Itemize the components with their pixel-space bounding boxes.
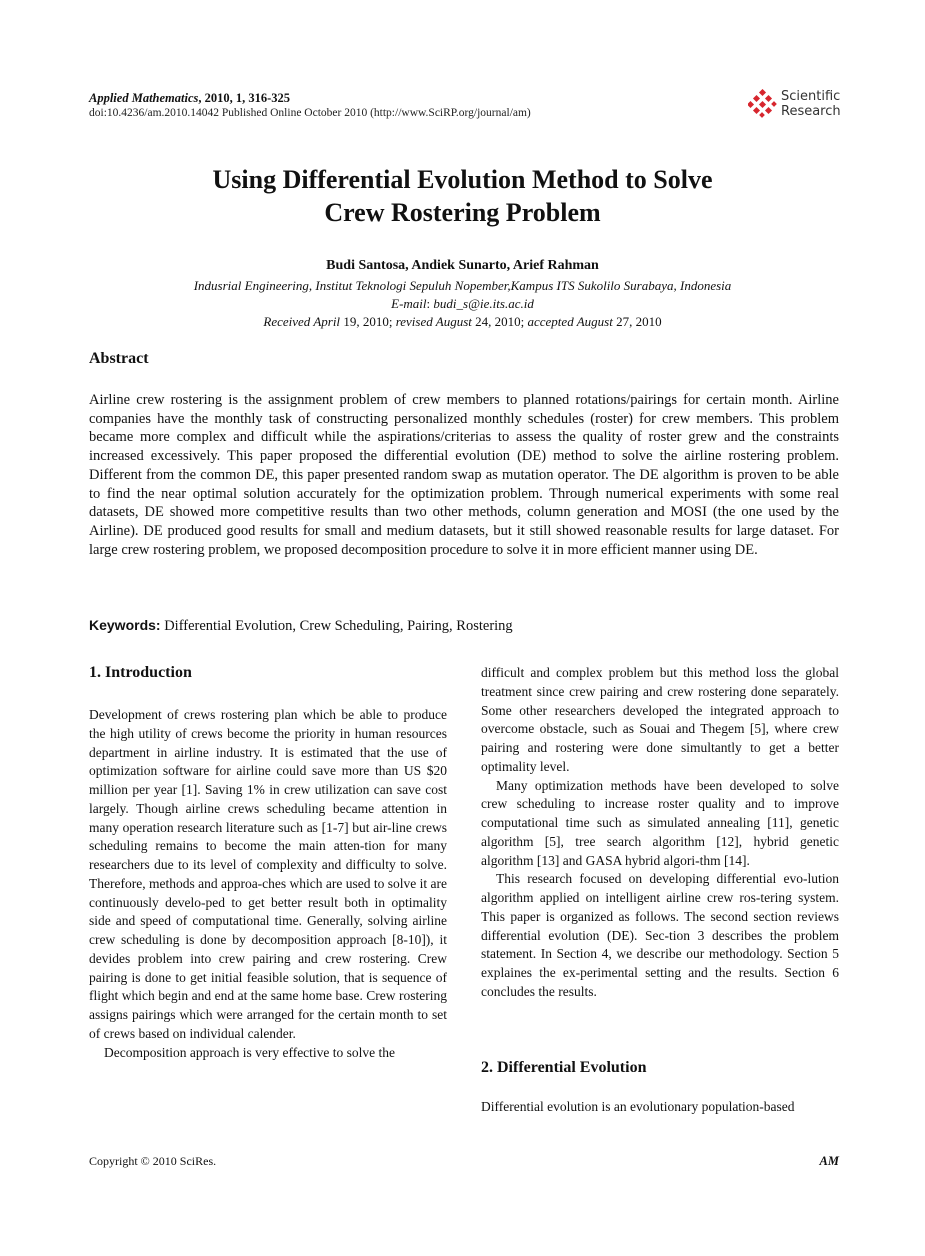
logo-wordmark: [781, 89, 841, 119]
scientific-research-logo: [748, 88, 848, 124]
affiliation: Indusrial Engineering, Institut Teknologi Sepuluh Nopember,Kampus ITS Sukolilo Surabaya, Indonesia: [193, 278, 732, 293]
intro-paragraph-3: Many optimization methods have been developed to solve crew scheduling to increase roster quality and to improve computational time such as simulated annealing [11], genetic algorithm [5], tree search algorithm [12], hybrid genetic algorithm [13] and GASA hybrid algori-thm [14].: [481, 777, 839, 868]
section-2-heading: 2. Differential Evolution: [481, 1059, 647, 1076]
title-line-1: Using Differential Evolution Method to Solve: [212, 165, 713, 194]
keywords: [89, 617, 839, 635]
email-separator: :: [426, 296, 434, 311]
right-column: [481, 664, 839, 1002]
accepted-label: accepted August: [527, 314, 613, 329]
revised-date: 24, 2010;: [471, 314, 528, 329]
received-line: [60, 313, 865, 331]
intro-paragraph-2-start: Decomposition approach is very effective to solve the: [104, 1044, 396, 1060]
section-2-body: Differential evolution is an evolutionary population-based: [481, 1099, 795, 1114]
abstract-heading: Abstract: [89, 350, 149, 367]
keywords-text: Differential Evolution, Crew Scheduling, Pairing, Rostering: [160, 618, 513, 634]
left-column: [89, 706, 447, 1062]
received-date: 19, 2010;: [340, 314, 396, 329]
intro-paragraph-1: Development of crews rostering plan which be able to produce the high utility of crews become the priority in human resources department in airline industry. It is estimated that the use of optimization software for airline could save more than US $20 million per year [1]. Saving 1% in crew utilization can save cost largely. Though airline crews scheduling became attention in many operation research literature such as [1-7] but air-line crews scheduling remains to become the main atten-tion for many researchers due to its level of complexity and difficulty to solve. Therefore, methods and approa-ches which are used to solve it are continuously develo-ped to get better result both in optimality side and speed of computational time. Generally, solving airline crew scheduling is done by decomposition approach [8-10]), it devides problem into crew pairing and crew rostering. Crew pairing is done to get initial feasible solution, that is sequence of flight which begin and end at the same home base. Crew rostering assigns pairings which were arranged for the certain month to set of crews based on individual calender.: [89, 707, 447, 1041]
footer-journal-abbr: AM: [819, 1154, 839, 1168]
affiliation-block: [60, 277, 865, 331]
journal-citation: [89, 91, 290, 106]
received-label: Received April: [263, 314, 341, 329]
intro-paragraph-2-cont: difficult and complex problem but this method loss the global treatment since crew pairing and crew rostering done separately. Some other researchers developed the integrated approach to overcome obstacle, such as Souai and Thegem [5], where crew pairing and rostering were done simultantly to get a better optimality level.: [481, 665, 839, 774]
intro-paragraph-4: This research focused on developing differential evo-lution algorithm applied on intelligent airline crew ros-tering system. This paper is organized as follows. The second section reviews differential evolution (DE). Sec-tion 3 describes the problem statement. In Section 4, we describe our methodology. Section 5 explaines the ex-perimental setting and the results. Section 6 concludes the results.: [481, 871, 839, 999]
email-address[interactable]: budi_s@ie.its.ac.id: [433, 296, 534, 311]
abstract-body: Airline crew rostering is the assignment problem of crew members to planned rotations/pairings for certain month. Airline companies have the monthly task of constructing personalized monthly schedules (roster) for crew members. This problem became more complex and difficult while the aspirations/criterias to assess the quality of roster grew and the constraints increased excessively. This paper proposed the differential evolution (DE) method to solve the airline rostering problem. Different from the common DE, this paper presented random swap as mutation operator. The DE algorithm is proven to be able to find the near optimal solution accurately for the optimization problem. Through numerical experiments with some real datasets, DE showed more competitive results than two other methods, column generation and MOSI (the one used by the Airline). DE produced good results for small and medium datasets, but it still showed reasonable results for large dataset. For large crew rostering problem, we proposed decomposition procedure to solve it in more efficient manner using DE.: [89, 392, 839, 558]
doi-line: doi:10.4236/am.2010.14042 Published Online October 2010 (http://www.SciRP.org/journal/am): [89, 107, 531, 119]
keywords-label: Keywords:: [89, 617, 161, 633]
authors: Budi Santosa, Andiek Sunarto, Arief Rahman: [326, 258, 599, 273]
section-1-heading: 1. Introduction: [89, 664, 192, 681]
logo-line-scientific: Scientific: [781, 89, 841, 104]
email-label: E-mail: [391, 296, 427, 311]
logo-line-research: Research: [781, 104, 841, 119]
logo-diamonds-icon: [748, 89, 778, 119]
journal-name: Applied Mathematics: [89, 91, 199, 105]
accepted-date: 27, 2010: [612, 314, 662, 329]
journal-volume-pages: , 2010, 1, 316-325: [198, 91, 291, 105]
footer-copyright: Copyright © 2010 SciRes.: [89, 1154, 217, 1168]
paper-title: [60, 163, 865, 229]
revised-label: revised August: [395, 314, 472, 329]
title-line-2: Crew Rostering Problem: [324, 198, 601, 227]
email-line: [60, 295, 865, 313]
